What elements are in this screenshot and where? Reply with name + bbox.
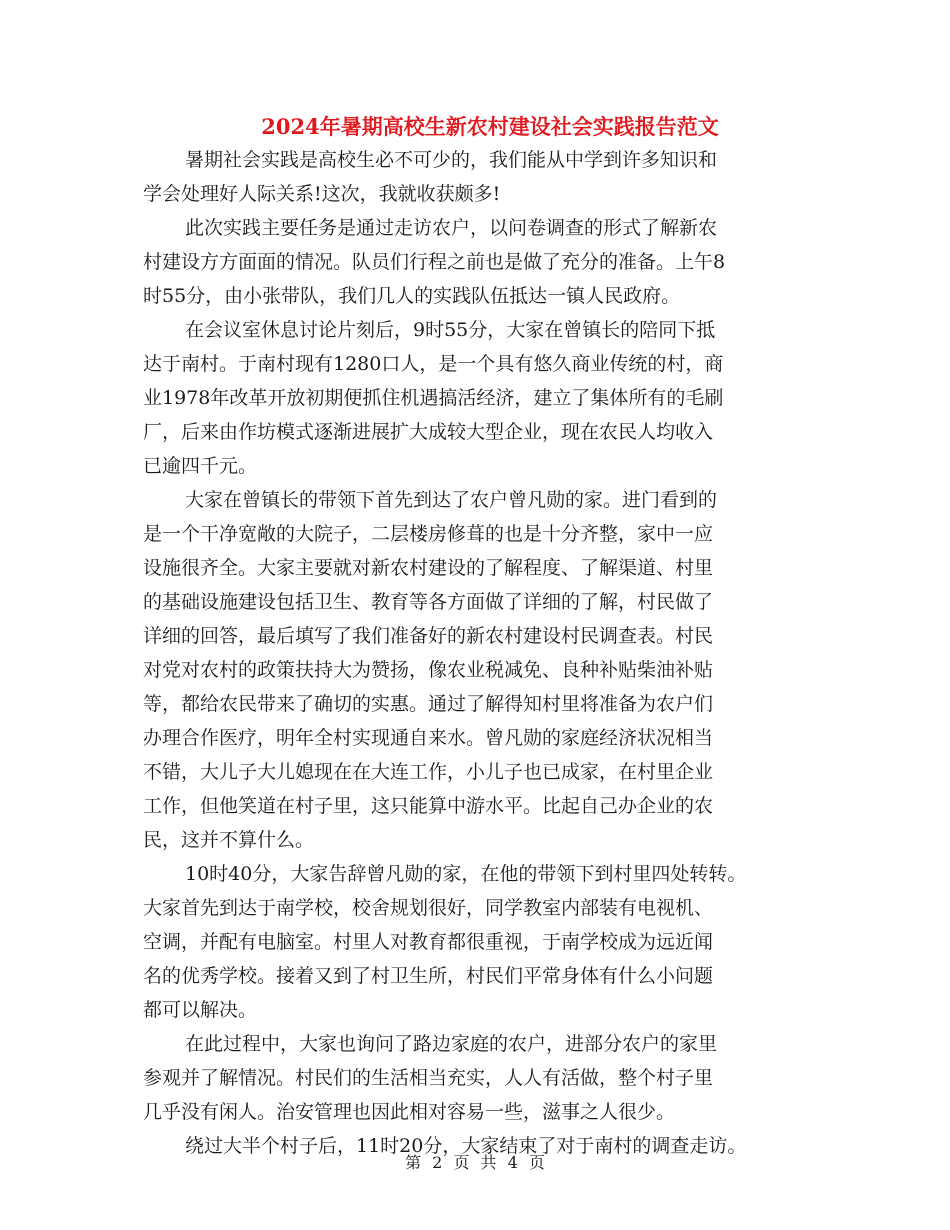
paragraph-line: 等，都给农民带来了确切的实惠。通过了解得知村里将准备为农户们 bbox=[143, 693, 714, 715]
paragraph-line: 参观并了解情况。村民们的生活相当充实，人人有活做，整个村子里 bbox=[143, 1067, 714, 1089]
document-body bbox=[143, 143, 828, 1163]
paragraph bbox=[143, 143, 828, 211]
paragraph-line: 达于南村。于南村现有1280口人，是一个具有悠久商业传统的村，商 bbox=[143, 353, 724, 375]
paragraph-line: 详细的回答，最后填写了我们准备好的新农村建设村民调查表。村民 bbox=[143, 625, 714, 647]
paragraph-line: 都可以解决。 bbox=[143, 999, 258, 1021]
paragraph-line: 空调，并配有电脑室。村里人对教育都很重视，于南学校成为远近闻 bbox=[143, 931, 714, 953]
document-title: 2024年暑期高校生新农村建设社会实践报告范文 bbox=[261, 114, 719, 139]
paragraph-line: 在此过程中，大家也询问了路边家庭的农户，进部分农户的家里 bbox=[185, 1033, 718, 1055]
paragraph bbox=[143, 1027, 828, 1129]
paragraph-line: 村建设方方面面的情况。队员们行程之前也是做了充分的准备。上午8 bbox=[143, 251, 726, 273]
paragraph-line: 在会议室休息讨论片刻后，9时55分，大家在曾镇长的陪同下抵 bbox=[185, 319, 716, 341]
paragraph-line: 民，这并不算什么。 bbox=[143, 829, 315, 851]
paragraph-line: 此次实践主要任务是通过走访农户，以问卷调查的形式了解新农 bbox=[185, 217, 718, 239]
paragraph-line: 办理合作医疗，明年全村实现通自来水。曾凡勋的家庭经济状况相当 bbox=[143, 727, 714, 749]
paragraph-line: 学会处理好人际关系!这次，我就收获颇多! bbox=[143, 183, 501, 205]
paragraph-line: 不错，大儿子大儿媳现在在大连工作，小儿子也已成家，在村里企业 bbox=[143, 761, 714, 783]
paragraph bbox=[143, 211, 828, 313]
paragraph-line: 几乎没有闲人。治安管理也因此相对容易一些，滋事之人很少。 bbox=[143, 1101, 676, 1123]
paragraph-line: 是一个干净宽敞的大院子，二层楼房修葺的也是十分齐整，家中一应 bbox=[143, 523, 714, 545]
paragraph bbox=[143, 857, 828, 1027]
paragraph-line: 的基础设施建设包括卫生、教育等各方面做了详细的了解，村民做了 bbox=[143, 591, 714, 613]
paragraph-line: 暑期社会实践是高校生必不可少的，我们能从中学到许多知识和 bbox=[185, 149, 718, 171]
paragraph-line: 对党对农村的政策扶持大为赞扬，像农业税减免、良种补贴柴油补贴 bbox=[143, 659, 714, 681]
paragraph-line: 设施很齐全。大家主要就对新农村建设的了解程度、了解渠道、村里 bbox=[143, 557, 714, 579]
paragraph-line: 大家首先到达于南学校，校舍规划很好，同学教室内部装有电视机、 bbox=[143, 897, 714, 919]
paragraph-line: 绕过大半个村子后，11时20分，大家结束了对于南村的调查走访。 bbox=[185, 1135, 747, 1157]
paragraph-line: 已逾四千元。 bbox=[143, 455, 258, 477]
paragraph bbox=[143, 483, 828, 857]
paragraph bbox=[143, 313, 828, 483]
paragraph-line: 10时40分，大家告辞曾凡勋的家，在他的带领下到村里四处转转。 bbox=[185, 863, 747, 885]
paragraph-line: 工作，但他笑道在村子里，这只能算中游水平。比起自己办企业的农 bbox=[143, 795, 714, 817]
paragraph-line: 时55分，由小张带队，我们几人的实践队伍抵达一镇人民政府。 bbox=[143, 285, 681, 307]
paragraph-line: 厂，后来由作坊模式逐渐进展扩大成较大型企业，现在农民人均收入 bbox=[143, 421, 714, 443]
paragraph-line: 名的优秀学校。接着又到了村卫生所，村民们平常身体有什么小问题 bbox=[143, 965, 714, 987]
paragraph-line: 大家在曾镇长的带领下首先到达了农户曾凡勋的家。进门看到的 bbox=[185, 489, 718, 511]
paragraph-line: 业1978年改革开放初期便抓住机遇搞活经济，建立了集体所有的毛刷 bbox=[143, 387, 724, 409]
page-number-footer: 第 2 页 共 4 页 bbox=[405, 1153, 545, 1172]
